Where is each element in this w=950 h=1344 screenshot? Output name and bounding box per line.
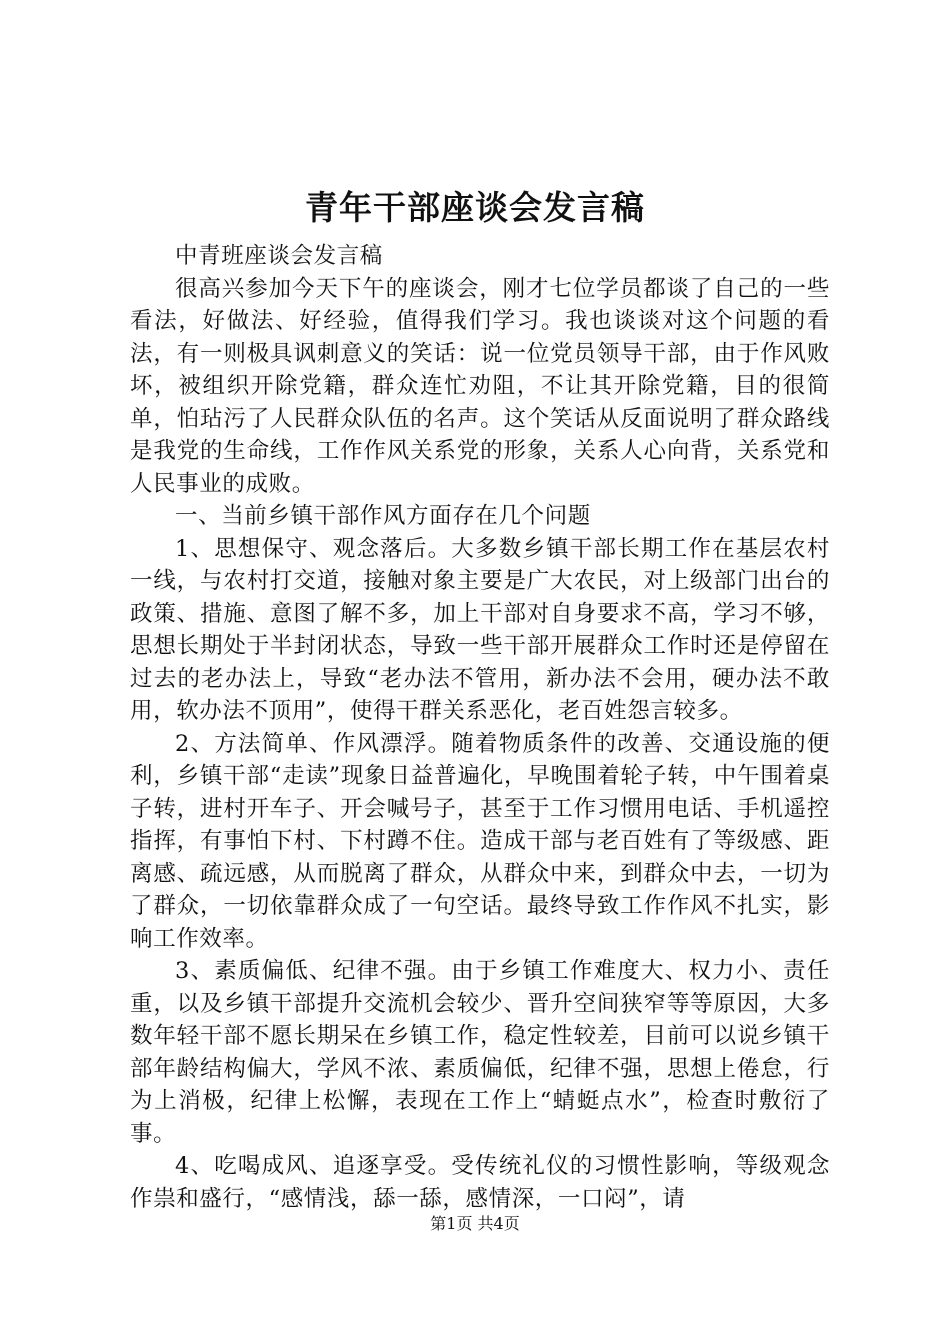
paragraph-item-2: 2、方法简单、作风漂浮。随着物质条件的改善、交通设施的便利，乡镇干部“走读”现象日益普遍化，早晚围着轮子转，中午围着桌子转，进村开车子、开会喊号子，甚至于工作习惯用电话、手机遥控指挥，有事怕下村、下村蹲不住。造成干部与老百姓有了等级感、距离感、疏远感，从而脱离了群众，从群众中来，到群众中去，一切为了群众，一切依靠群众成了一句空话。最终导致工作作风不扎实，影响工作效率。 — [130, 730, 830, 952]
document-body — [130, 240, 830, 1215]
section-heading: 一、当前乡镇干部作风方面存在几个问题 — [175, 503, 591, 529]
paragraph-intro: 很高兴参加今天下午的座谈会，刚才七位学员都谈了自己的一些看法，好做法、好经验，值得我们学习。我也谈谈对这个问题的看法，有一则极具讽刺意义的笑话：说一位党员领导干部，由于作风败坏，被组织开除党籍，群众连忙劝阻，不让其开除党籍，目的很简单，怕玷污了人民群众队伍的名声。这个笑话从反面说明了群众路线是我党的生命线，工作作风关系党的形象，关系人心向背，关系党和人民事业的成败。 — [130, 275, 830, 497]
paragraph-item-1: 1、思想保守、观念落后。大多数乡镇干部长期工作在基层农村一线，与农村打交道，接触对象主要是广大农民，对上级部门出台的政策、措施、意图了解不多，加上干部对自身要求不高，学习不够，思想长期处于半封闭状态，导致一些干部开展群众工作时还是停留在过去的老办法上，导致“老办法不管用，新办法不会用，硬办法不敢用，软办法不顶用”，使得干群关系恶化，老百姓怨言较多。 — [130, 535, 830, 724]
paragraph-item-4: 4、吃喝成风、追逐享受。受传统礼仪的习惯性影响，等级观念作祟和盛行，“感情浅，舔一舔，感情深，一口闷”，请 — [130, 1153, 830, 1212]
paragraph-subtitle: 中青班座谈会发言稿 — [175, 243, 383, 269]
paragraph-item-3: 3、素质偏低、纪律不强。由于乡镇工作难度大、权力小、责任重，以及乡镇干部提升交流机会较少、晋升空间狭窄等等原因，大多数年轻干部不愿长期呆在乡镇工作，稳定性较差，目前可以说乡镇干部年龄结构偏大，学风不浓、素质偏低，纪律不强，思想上倦怠，行为上消极，纪律上松懈，表现在工作上“蜻蜓点水”，检查时敷衍了事。 — [130, 958, 830, 1147]
page-footer: 第1页 共4页 — [430, 1214, 520, 1233]
document-title: 青年干部座谈会发言稿 — [305, 188, 645, 227]
